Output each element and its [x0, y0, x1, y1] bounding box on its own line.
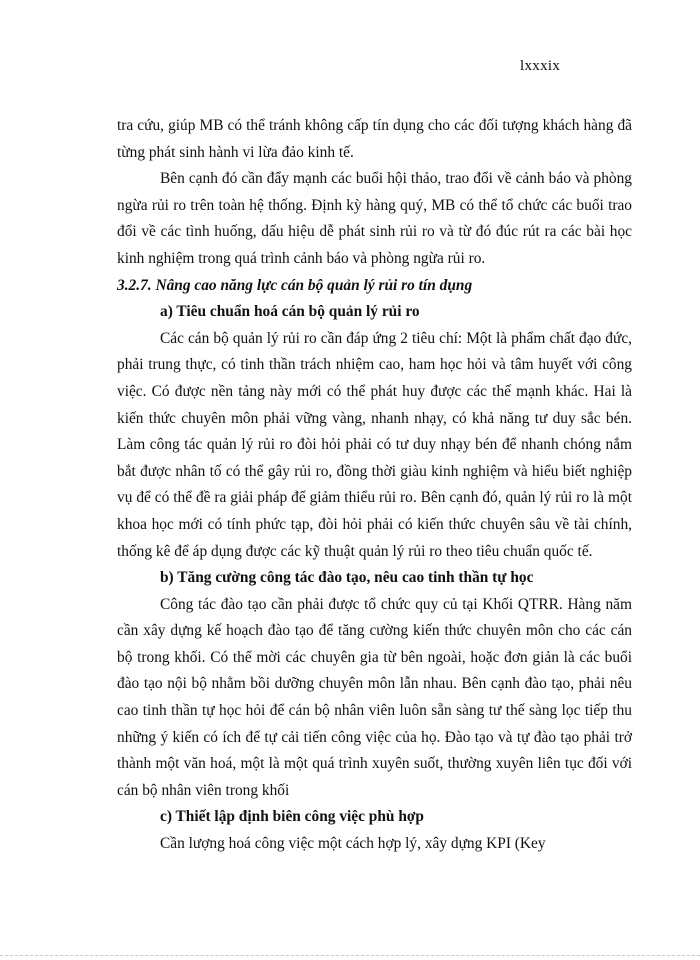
paragraph: Công tác đào tạo cần phải được tổ chức quy củ tại Khối QTRR. Hàng năm cần xây dựng kế hoạch đào tạo để tăng cường kiến thức chuyên môn cho các cán bộ trong khối. Có thể mời các chuyên gia từ bên ngoài, hoặc đơn giản là các buổi đào tạo nội bộ nhằm bồi dưỡng chuyên môn lẫn nhau. Bên cạnh đào tạo, phải nêu cao tinh thần tự học hỏi để cán bộ nhân viên luôn sẵn sàng tư thế sàng lọc tiếp thu những ý kiến có ích để tự cải tiến công việc của họ. Đào tạo và tự đào tạo phải trở thành một văn hoá, một là một quá trình xuyên suốt, thường xuyên liên tục đối với cán bộ nhân viên trong khối — [117, 595, 632, 799]
section-heading: 3.2.7. Nâng cao năng lực cán bộ quản lý rủi ro tín dụng — [117, 276, 473, 294]
paragraph: Bên cạnh đó cần đẩy mạnh các buổi hội thảo, trao đổi về cảnh báo và phòng ngừa rủi ro trên toàn hệ thống. Định kỳ hàng quý, MB có thể tổ chức các buổi trao đổi về các tình huống, dấu hiệu dễ phát sinh rủi ro và từ đó đúc rút ra các bài học kinh nghiệm trong quá trình cảnh báo và phòng ngừa rủi ro. — [117, 170, 632, 267]
subsection-heading: c) Thiết lập định biên công việc phù hợp — [160, 808, 424, 826]
paragraph: tra cứu, giúp MB có thể tránh không cấp tín dụng cho các đối tượng khách hàng đã từng phát sinh hành vi lừa đảo kinh tế. — [117, 117, 632, 161]
document-body — [117, 113, 632, 858]
subsection-heading: a) Tiêu chuẩn hoá cán bộ quản lý rủi ro — [160, 303, 420, 321]
paragraph: Các cán bộ quản lý rủi ro cần đáp ứng 2 tiêu chí: Một là phẩm chất đạo đức, phải trung thực, có tinh thần trách nhiệm cao, ham học hỏi và tâm huyết với công việc. Có được nền tảng này mới có thể phát huy được các thế mạnh khác. Hai là kiến thức chuyên môn phải vững vàng, nhanh nhạy, có khả năng tư duy sắc bén. Làm công tác quản lý rủi ro đòi hỏi phải có tư duy nhạy bén để nhanh chóng nắm bắt được nhân tố có thể gây rủi ro, đồng thời giàu kinh nghiệm và hiểu biết nghiệp vụ để có thể đề ra giải pháp để giảm thiểu rủi ro. Bên cạnh đó, quản lý rủi ro là một khoa học mới có tính phức tạp, đòi hỏi phải có kiến thức chuyên sâu về tài chính, thống kê để áp dụng được các kỹ thuật quản lý rủi ro theo tiêu chuẩn quốc tế. — [117, 329, 632, 560]
page-number: lxxxix — [520, 58, 561, 74]
page-bottom-border — [0, 955, 700, 956]
paragraph: Cần lượng hoá công việc một cách hợp lý, xây dựng KPI (Key — [160, 835, 546, 853]
subsection-heading: b) Tăng cường công tác đào tạo, nêu cao tinh thần tự học — [160, 569, 534, 587]
